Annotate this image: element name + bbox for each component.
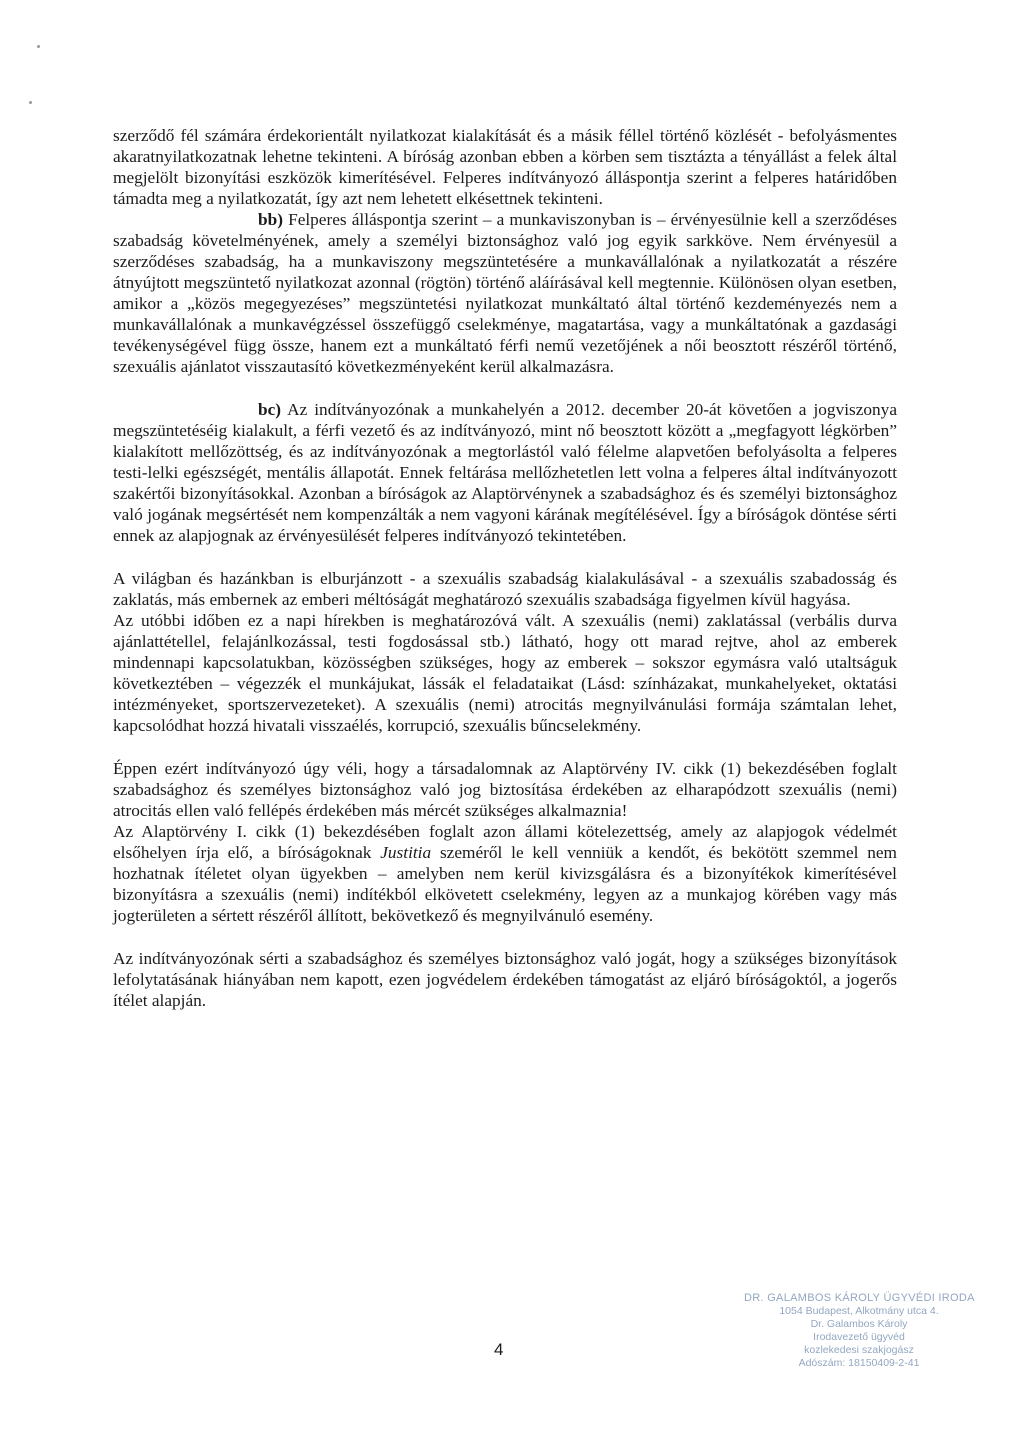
paragraph-conclusion: Az indítványozónak sérti a szabadsághoz és személyes biztonsághoz való jogát, hogy a szükséges bizonyítások lefolytatásának hiányában nem kapott, ezen jogvédelem érdekében támogatást az eljáró bíróságoktól, a jogerős ítélet alapján. xyxy=(113,949,897,1010)
page-number: 4 xyxy=(494,1340,504,1359)
section-label-bb: bb) xyxy=(258,210,283,229)
paragraph-bc xyxy=(113,399,897,546)
scan-speck xyxy=(37,45,40,48)
stamp-address: 1054 Budapest, Alkotmány utca 4. xyxy=(779,1305,939,1317)
paragraph-justitia xyxy=(113,821,897,926)
stamp-specialty: kozlekedesi szakjogász xyxy=(804,1344,914,1356)
stamp-title: Irodavezető ügyvéd xyxy=(813,1331,905,1343)
paragraph-continuation: szerződő fél számára érdekorientált nyilatkozat kialakítását és a másik féllel történő közlését - befolyásmentes akaratnyilatkozatnak lehetne tekinteni. A bíróság azonban ebben a körben sem tisztázta a tényállást a felek által megjelölt bizonyítási eszközök kimerítésével. Felperes indítványozó álláspontja szerint a felperes határidőben támadta meg a nyilatkozatát, így azt nem lehetett elkésettnek tekinteni. xyxy=(113,126,897,208)
paragraph-bb-text: Felperes álláspontja szerint – a munkaviszonyban is – érvényesülnie kell a szerződéses szabadság követelményének, amely a személyi biztonsághoz való jog egyik sarkköve. Nem érvényesül a szerződéses szabadság, ha a munkaviszony megszüntetésére a munkavállalónak a nyilatkozatát a részére átnyújtott megszüntető nyilatkozat azonnal (rögtön) történő aláírásával kell megtennie. Különösen olyan esetben, amikor a „közös megegyezéses” megszüntetési nyilatkozat munkáltató által történő kezdeményezés nem a munkavállalónak a munkavégzéssel összefüggő cselekménye, magatartása, vagy a munkáltatónak a gazdasági tevékenységével függ össze, hanem ezt a munkáltató férfi nemű vezetőjének a női beosztott részéről történő, szexuális ajánlatot visszautasító következményeként kerül alkalmazásra. xyxy=(113,210,897,376)
justitia-word: Justitia xyxy=(380,843,432,862)
section-label-bc: bc) xyxy=(258,400,282,419)
paragraph-news: Az utóbbi időben ez a napi hírekben is meghatározóvá vált. A szexuális (nemi) zaklatással (verbális durva ajánlattétellel, felajánlkozással, testi fogdosással stb.) látható, hogy ott marad rejtve, ahol az emberek mindennapi kapcsolatukban, közösségben szükséges, hogy az emberek – sokszor egymásra való utaltságuk következtében – végezzék el munkájukat, lássák el feladataikat (Lásd: színházakat, munkahelyeket, oktatási intézményeket, sportszervezeteket). A szexuális (nemi) atrocitás megnyilvánulási formája számtalan lehet, kapcsolódhat hozzá hivatali visszaélés, korrupció, szexuális bűncselekmény. xyxy=(113,611,897,735)
paragraph-bc-text: Az indítványozónak a munkahelyén a 2012. december 20-át követően a jogviszonya megszüntetéséig kialakult, a férfi vezető és az indítványozó, mint nő beosztott között a „megfagyott légkörben” kialakított mellőzöttség, és az indítványozónak a megtorlástól való félelme alapvetően befolyásolta a felperes testi-lelki egészségét, mentális állapotát. Ennek feltárása mellőzhetetlen lett volna a felperes által indítványozott szakértői bizonyításokkal. Azonban a bíróságok az Alaptörvénynek a szabadsághoz és és személyi biztonsághoz való jogának megsértését nem kompenzálták a nem vagyoni kárának megítélésével. Így a bíróságok döntése sérti ennek az alapjognak az érvényesülését felperes indítványozó tekintetében. xyxy=(113,400,897,545)
paragraph-justitia-after: szeméről le kell venniük a kendőt, és bekötött szemmel nem hozhatnak ítéletet olyan ügyekben – amelyben nem kerül kivizsgálásra és a bizonyítékok kimerítésével bizonyításra a szexuális (nemi) indítékból elkövetett cselekmény, legyen az a munkajog körében vagy más jogterületen a sértett részéről állított, bekövetkező és megnyilvánuló esemény. xyxy=(113,843,897,925)
stamp-tax-number: Adószám: 18150409-2-41 xyxy=(798,1357,920,1369)
scan-speck xyxy=(29,101,32,104)
paragraph-bb xyxy=(113,209,897,377)
law-office-stamp xyxy=(744,1292,974,1370)
stamp-office-name: DR. GALAMBOS KÁROLY ÜGYVÉDI IRODA xyxy=(744,1292,975,1304)
document-body xyxy=(113,125,897,1011)
stamp-lawyer-name: Dr. Galambos Károly xyxy=(810,1318,908,1330)
paragraph-therefore: Éppen ezért indítványozó úgy véli, hogy a társadalomnak az Alaptörvény IV. cikk (1) bekezdésében foglalt szabadsághoz és személyes biztonsághoz való jog biztosítása érdekében az elharapódzott szexuális (nemi) atrocitás ellen való fellépés érdekében más mércét szükséges alkalmaznia! xyxy=(113,759,897,820)
paragraph-world: A világban és hazánkban is elburjánzott - a szexuális szabadság kialakulásával - a szexuális szabadosság és zaklatás, más embernek az emberi méltóságát meghatározó szexuális szabadsága figyelmen kívül hagyása. xyxy=(113,569,897,609)
paragraph-justitia-before: Az Alaptörvény I. cikk (1) bekezdésében foglalt azon állami kötelezettség, amely az alapjogok védelmét elsőhelyen írja elő, a bíróságoknak xyxy=(113,822,897,862)
